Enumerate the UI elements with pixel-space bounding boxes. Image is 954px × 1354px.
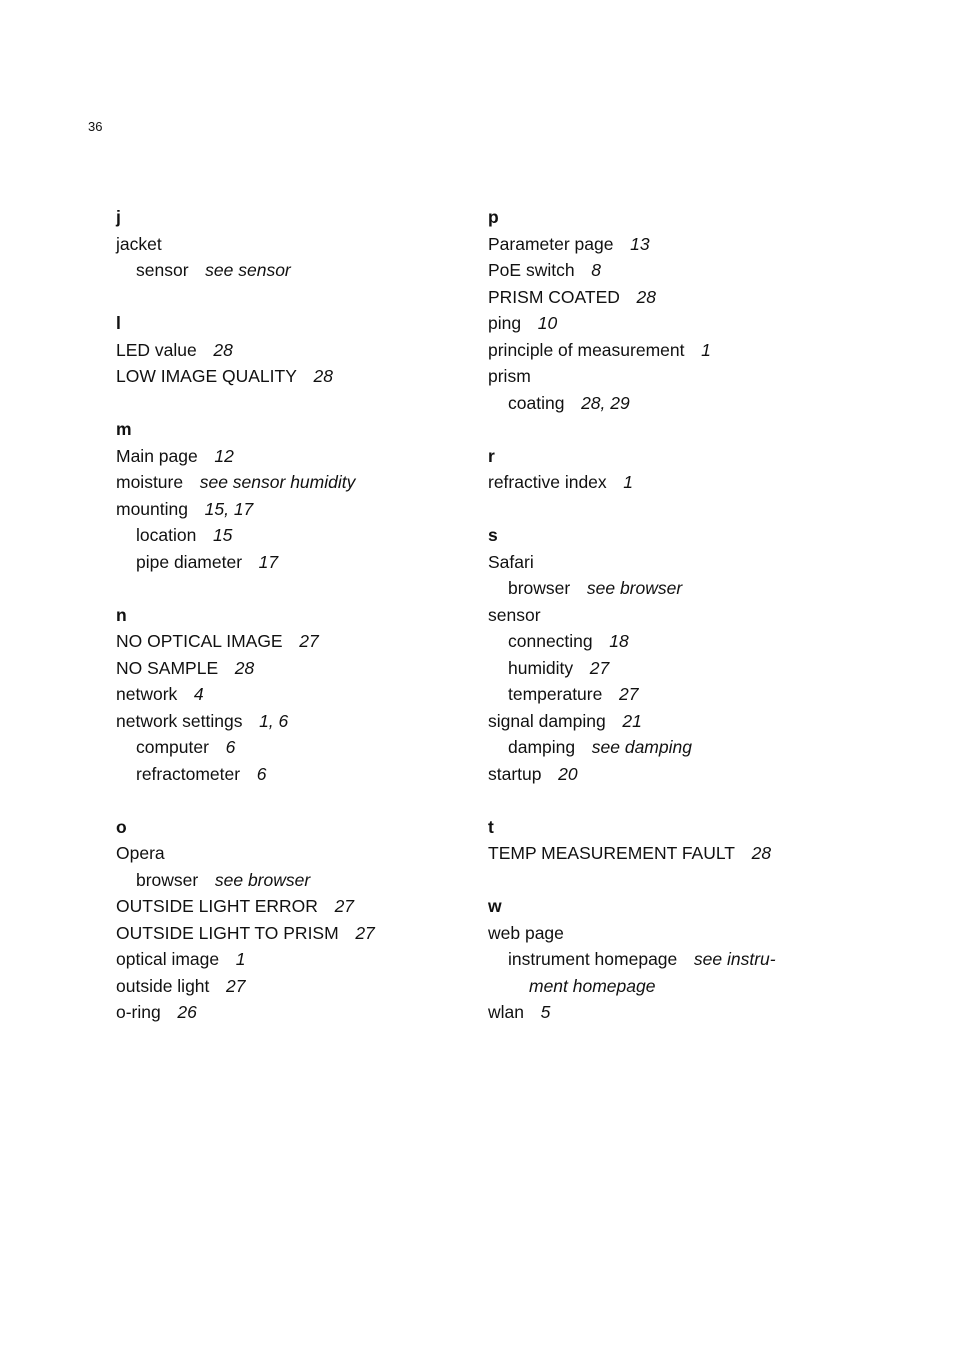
index-letter: m <box>116 419 132 439</box>
index-term: location <box>136 525 197 545</box>
index-subentry <box>116 734 461 761</box>
index-term: NO SAMPLE <box>116 657 219 678</box>
index-locator: 1 <box>235 949 246 969</box>
index-entry <box>488 999 833 1026</box>
index-entry <box>116 443 461 470</box>
index-term: NO OPTICAL IMAGE <box>116 631 283 651</box>
index-entry <box>116 893 461 920</box>
index-locator: see browser <box>586 578 683 598</box>
index-term: browser <box>136 869 199 890</box>
index-entry <box>488 920 833 947</box>
index-group-n <box>116 602 461 788</box>
index-entry <box>488 231 833 258</box>
index-subentry <box>116 867 461 894</box>
index-term: pipe diameter <box>136 551 243 572</box>
index-locator: 6 <box>256 763 267 784</box>
index-subentry <box>488 628 833 655</box>
index-letter: l <box>116 313 121 333</box>
index-letter: p <box>488 207 499 227</box>
index-term: temperature <box>508 684 603 704</box>
index-entry <box>488 257 833 284</box>
index-term: browser <box>508 578 571 598</box>
index-entry <box>488 708 833 735</box>
index-term: Parameter page <box>488 233 614 254</box>
index-entry <box>488 469 833 496</box>
index-entry <box>116 655 461 682</box>
index-group-t <box>488 814 833 867</box>
index-locator: ment homepage <box>529 975 656 996</box>
index-letter: n <box>116 604 127 625</box>
index-term: OUTSIDE LIGHT ERROR <box>116 896 318 916</box>
index-term: network settings <box>116 710 243 731</box>
index-locator: 27 <box>589 657 610 678</box>
index-term: PRISM COATED <box>488 286 620 307</box>
index-group-p <box>488 204 833 416</box>
index-term: instrument homepage <box>508 949 678 969</box>
index-column-right <box>488 204 833 1052</box>
index-term: signal damping <box>488 710 606 731</box>
index-entry <box>488 761 833 788</box>
index-term: sensor <box>488 604 541 625</box>
index-locator: 28 <box>234 657 255 678</box>
index-subentry <box>116 549 461 576</box>
index-locator: 1 <box>701 339 711 360</box>
index-locator: 28 <box>751 843 772 863</box>
index-continuation <box>488 973 833 1000</box>
index-term: optical image <box>116 949 220 969</box>
index-subentry <box>116 522 461 549</box>
index-entry <box>116 231 461 258</box>
index-group-o <box>116 814 461 1026</box>
index-term: ping <box>488 313 522 333</box>
index-entry <box>488 284 833 311</box>
index-term: startup <box>488 763 542 784</box>
index-column-left <box>116 204 461 1052</box>
index-letter: w <box>488 896 502 916</box>
index-term: Opera <box>116 843 165 863</box>
index-term: coating <box>508 392 565 413</box>
index-entry <box>488 840 833 867</box>
index-term: humidity <box>508 657 574 678</box>
index-term: prism <box>488 366 531 386</box>
index-entry <box>116 920 461 947</box>
index-locator: see instru- <box>693 949 776 969</box>
index-group-r <box>488 443 833 496</box>
index-locator: 27 <box>226 975 246 996</box>
index-term: o-ring <box>116 1002 161 1022</box>
index-letter: s <box>488 525 498 545</box>
index-term: computer <box>136 737 209 757</box>
index-locator: see damping <box>591 737 692 757</box>
index-locator: see sensor humidity <box>199 472 356 492</box>
index-subentry <box>488 655 833 682</box>
index-entry <box>116 999 461 1026</box>
index-subentry <box>116 761 461 788</box>
index-locator: see browser <box>214 869 311 890</box>
index-entry <box>116 681 461 708</box>
index-locator: 1, 6 <box>259 710 289 731</box>
index-term: refractive index <box>488 472 607 492</box>
index-subentry <box>116 257 461 284</box>
index-locator: 28 <box>213 339 233 360</box>
index-entry <box>116 628 461 655</box>
index-term: principle of measurement <box>488 339 685 360</box>
index-locator: 15, 17 <box>204 498 254 519</box>
index-locator: 4 <box>193 684 204 704</box>
index-term: mounting <box>116 498 188 519</box>
index-term: moisture <box>116 472 184 492</box>
index-locator: 20 <box>558 763 578 784</box>
index-entry <box>116 496 461 523</box>
index-term: network <box>116 684 178 704</box>
index-term: connecting <box>508 631 593 651</box>
index-locator: 15 <box>212 525 233 545</box>
index-subentry <box>488 575 833 602</box>
page-number: 36 <box>88 119 103 134</box>
index-group-j <box>116 204 461 284</box>
index-locator: 28, 29 <box>581 392 630 413</box>
index-subentry <box>488 390 833 417</box>
index-term: PoE switch <box>488 260 575 280</box>
index-term: OUTSIDE LIGHT TO PRISM <box>116 922 339 943</box>
index-entry <box>116 840 461 867</box>
index-term: outside light <box>116 975 210 996</box>
index-entry <box>116 946 461 973</box>
index-entry <box>116 337 461 364</box>
index-locator: 5 <box>540 1002 551 1022</box>
index-entry <box>116 363 461 390</box>
index-locator: 26 <box>177 1002 197 1022</box>
index-letter: o <box>116 816 127 837</box>
index-group-s <box>488 522 833 787</box>
index-subentry <box>488 681 833 708</box>
index-locator: 27 <box>299 631 319 651</box>
index-locator: 27 <box>355 922 375 943</box>
index-entry <box>116 469 461 496</box>
index-locator: 6 <box>225 737 236 757</box>
index-term: Main page <box>116 445 198 466</box>
index-locator: 13 <box>630 233 650 254</box>
index-term: LED value <box>116 339 197 360</box>
index-locator: 1 <box>623 472 634 492</box>
index-entry <box>488 549 833 576</box>
index-letter: r <box>488 445 495 466</box>
index-term: TEMP MEASUREMENT FAULT <box>488 843 735 863</box>
index-locator: 17 <box>258 551 279 572</box>
index-entry <box>116 708 461 735</box>
index-entry <box>488 337 833 364</box>
index-term: Safari <box>488 551 534 572</box>
index-entry <box>488 310 833 337</box>
index-entry <box>488 363 833 390</box>
index-letter: j <box>116 207 121 227</box>
index-locator: 27 <box>618 684 639 704</box>
index-term: damping <box>508 737 576 757</box>
index-entry <box>116 973 461 1000</box>
index-locator: 8 <box>591 260 601 280</box>
index-locator: 28 <box>313 366 333 386</box>
index-term: web page <box>488 922 564 943</box>
index-term: LOW IMAGE QUALITY <box>116 366 297 386</box>
index-locator: 12 <box>214 445 234 466</box>
index-group-m <box>116 416 461 575</box>
index-subentry <box>488 946 833 973</box>
index-term: wlan <box>488 1002 524 1022</box>
index-subentry <box>488 734 833 761</box>
index-locator: see sensor <box>205 260 291 280</box>
index-group-w <box>488 893 833 1026</box>
index-letter: t <box>488 816 494 837</box>
index-locator: 28 <box>636 286 657 307</box>
index-locator: 27 <box>334 896 355 916</box>
index-locator: 18 <box>609 631 629 651</box>
index-term: sensor <box>136 260 189 280</box>
index-locator: 21 <box>622 710 642 731</box>
index-group-l <box>116 310 461 390</box>
index-term: refractometer <box>136 763 241 784</box>
index-entry <box>488 602 833 629</box>
index-locator: 10 <box>537 313 558 333</box>
index-term: jacket <box>116 233 162 254</box>
